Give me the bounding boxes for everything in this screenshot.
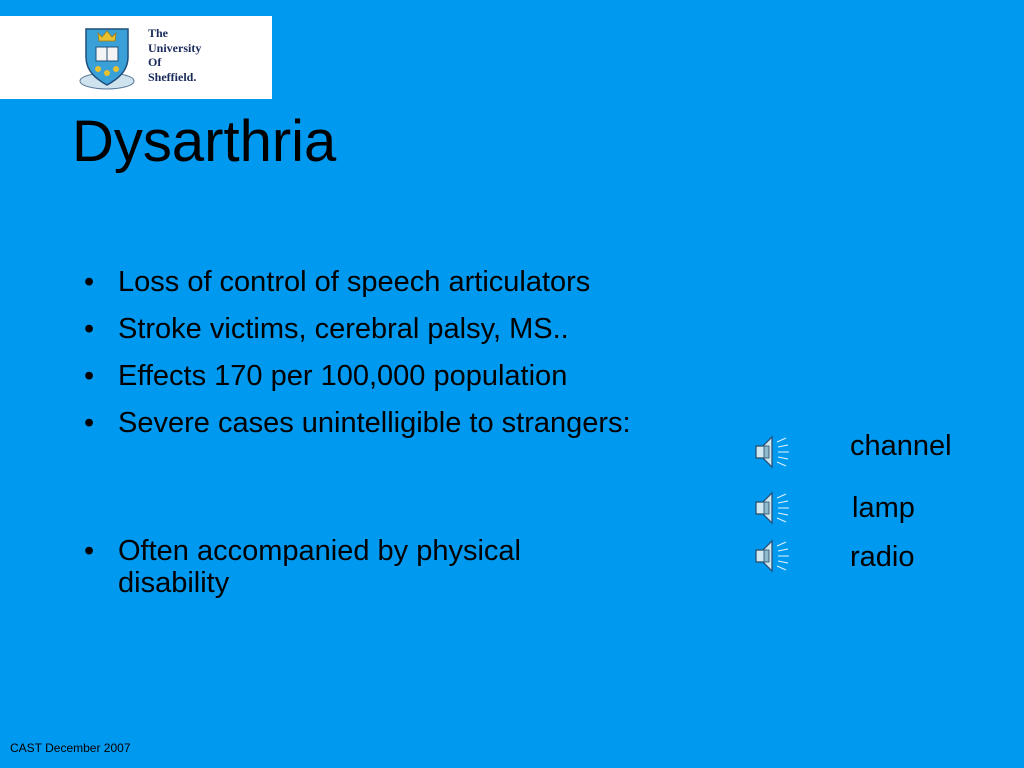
bullet-text: Severe cases unintelligible to strangers: <box>118 407 631 439</box>
logo-line: University <box>148 40 202 55</box>
bullet-marker: • <box>84 360 95 392</box>
list-item <box>80 535 638 599</box>
bullet-marker: • <box>84 407 95 439</box>
bullet-list <box>80 266 720 614</box>
bullet-marker: • <box>84 535 95 567</box>
list-item <box>80 313 720 345</box>
sound-label: radio <box>850 541 915 573</box>
bullet-text: Loss of control of speech articulators <box>118 266 591 298</box>
slide-title: Dysarthria <box>72 109 337 174</box>
logo-line: The <box>148 26 169 40</box>
sound-label: channel <box>850 430 952 462</box>
sound-clip-radio <box>752 536 982 576</box>
logo-line: Of <box>148 55 162 69</box>
bullet-text: Often accompanied by physical disability <box>118 535 521 599</box>
list-item <box>80 266 720 298</box>
sound-label: lamp <box>852 492 915 524</box>
logo-line: Sheffield. <box>148 69 197 84</box>
speaker-icon[interactable] <box>752 536 790 576</box>
speaker-icon[interactable] <box>752 432 790 472</box>
sound-clip-channel <box>752 432 982 472</box>
crest-icon <box>76 23 138 93</box>
bullet-marker: • <box>84 313 95 345</box>
slide-footer: CAST December 2007 <box>10 741 131 755</box>
bullet-marker: • <box>84 266 95 298</box>
bullet-text: Effects 170 per 100,000 population <box>118 360 568 392</box>
list-item <box>80 360 720 392</box>
logo-wordmark <box>148 26 201 84</box>
university-logo <box>0 16 272 99</box>
speaker-icon[interactable] <box>752 488 790 528</box>
bullet-text: Stroke victims, cerebral palsy, MS.. <box>118 313 569 345</box>
sound-clip-lamp <box>752 488 982 528</box>
list-item <box>80 407 638 439</box>
